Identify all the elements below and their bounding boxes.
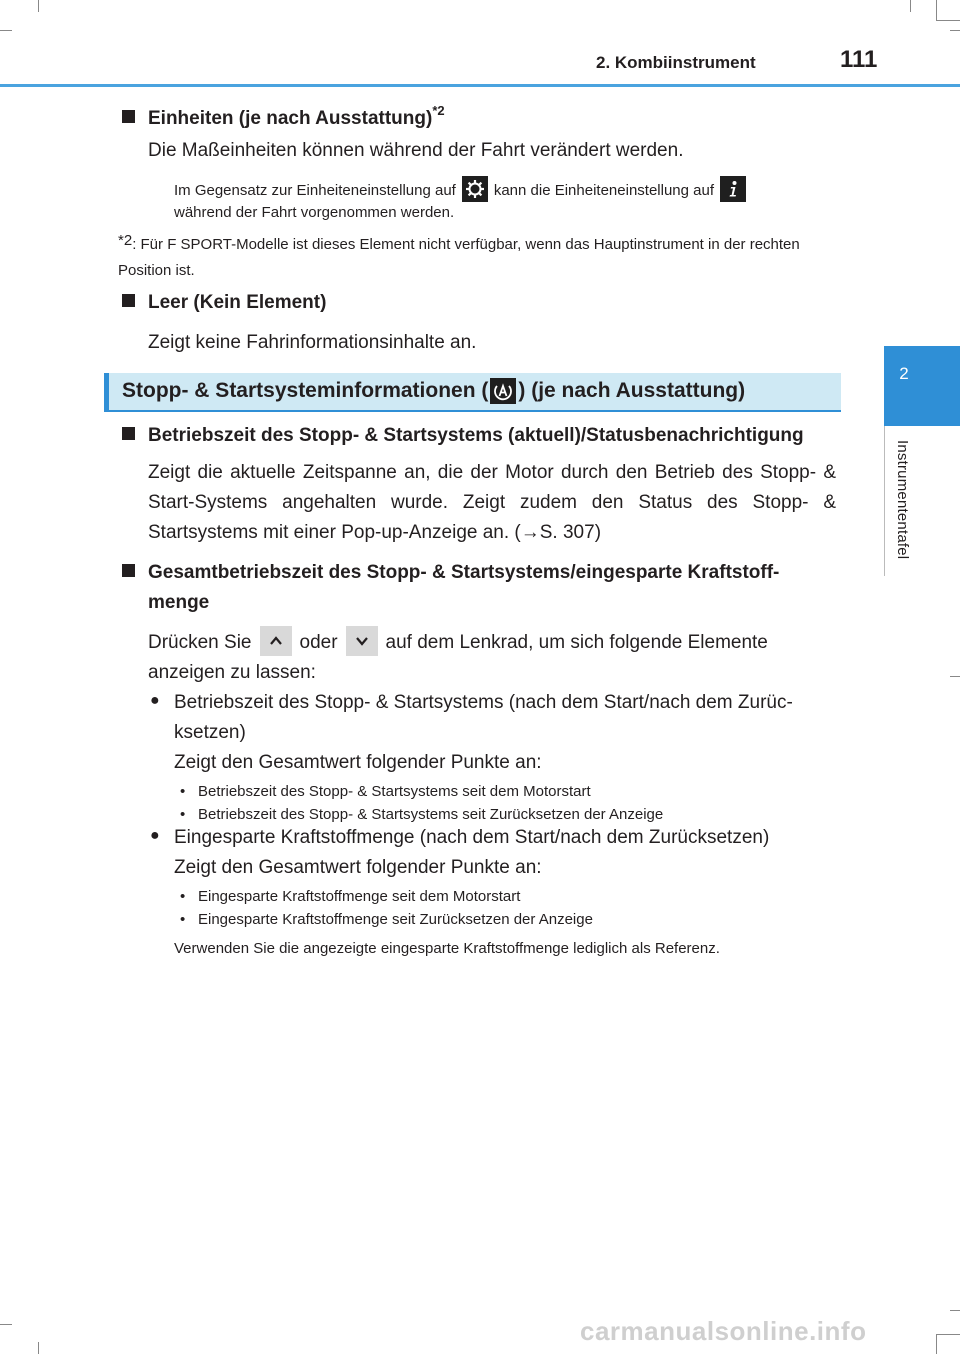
- press-instructions: Drücken Sie oder auf dem Lenkrad, um sich folgende Elemente anzeigen zu lassen:: [148, 626, 836, 688]
- chevron-down-key-icon: [346, 626, 378, 656]
- heading-runtime-current: Betriebszeit des Stopp- & Startsystems (aktuell)/Statusbenachrichtigung: [122, 423, 804, 449]
- heading-runtime-total: Gesamtbetriebszeit des Stopp- & Startsystems/eingesparte Kraftstoff-: [122, 560, 779, 586]
- square-bullet-icon: [122, 564, 135, 577]
- watermark: carmanualsonline.info: [580, 1316, 867, 1346]
- footnote: *2: Für F SPORT-Modelle ist dieses Element nicht verfügbar, wenn das Hauptinstrument in der rechten Position ist.: [118, 232, 800, 279]
- bullet-runtime-intro: Zeigt den Gesamtwert folgender Punkte an:: [174, 752, 542, 773]
- footnote-mark: *2: [118, 232, 133, 249]
- list-item: • Eingesparte Kraftstoffmenge seit dem Motorstart: [180, 888, 521, 905]
- list-item: • Eingesparte Kraftstoffmenge seit Zurücksetzen der Anzeige: [180, 911, 593, 928]
- section-header-accent: [104, 373, 109, 411]
- section-title: Stopp- & Startsysteminformationen ( ) (je nach Ausstattung): [122, 379, 746, 402]
- crop-mark: [950, 1310, 960, 1311]
- chapter-tab-rule: [884, 426, 885, 576]
- units-body: Die Maßeinheiten können während der Fahrt verändert werden.: [148, 140, 684, 161]
- square-bullet-icon: [122, 294, 135, 307]
- header-rule: [0, 84, 960, 87]
- section-header-underline: [104, 410, 841, 412]
- crop-mark: [950, 676, 960, 677]
- page-number: 111: [840, 46, 878, 73]
- bullet-fuel-title: Eingesparte Kraftstoffmenge (nach dem Start/nach dem Zurücksetzen): [174, 827, 770, 848]
- heading-units: Einheiten (je nach Ausstattung)$^{*2}$: [122, 98, 445, 132]
- units-note: Im Gegensatz zur Einheiteneinstellung auf kann die Einheiteneinstellung auf während der Fahrt vorgenommen werden.: [174, 176, 836, 223]
- crop-mark: [38, 0, 39, 12]
- runtime-body: Zeigt die aktuelle Zeitspanne an, die der Motor durch den Betrieb des Stopp- & Start-Systems angehalten wurde. Zeigt zudem den Status des Stopp- & Startsystems mit einer Pop-up-Anzeige an. (→S. 307): [148, 462, 836, 543]
- runtime-sub-list: [180, 780, 830, 826]
- running-header-chapter: 2. Kombiinstrument: [596, 53, 756, 72]
- fuel-note: Verwenden Sie die angezeigte eingesparte Kraftstoffmenge lediglich als Referenz.: [174, 940, 720, 957]
- crop-mark: [38, 1342, 39, 1354]
- crop-mark: [950, 30, 960, 31]
- crop-mark: [0, 30, 12, 31]
- crop-mark: [910, 0, 911, 12]
- crop-mark: [936, 0, 937, 20]
- square-bullet-icon: [122, 427, 135, 440]
- heading-runtime-total-cont: menge: [148, 592, 210, 613]
- crop-mark: [0, 1324, 12, 1325]
- list-item: • Betriebszeit des Stopp- & Startsystems seit dem Motorstart: [180, 783, 591, 800]
- crop-mark: [936, 1334, 937, 1354]
- info-icon: [720, 176, 746, 202]
- crop-mark: [936, 1334, 960, 1335]
- round-bullet-icon: ●: [150, 692, 160, 709]
- bullet-fuel-intro: Zeigt den Gesamtwert folgender Punkte an:: [174, 857, 542, 878]
- crop-mark: [936, 20, 960, 21]
- bullet-runtime-title: Betriebszeit des Stopp- & Startsystems (nach dem Start/nach dem Zurüc-ksetzen): [174, 692, 793, 743]
- chapter-tab: [884, 346, 960, 426]
- chevron-up-key-icon: [260, 626, 292, 656]
- footnote-reference: *2: [432, 103, 445, 118]
- heading-empty: Leer (Kein Element): [122, 290, 326, 316]
- round-bullet-icon: ●: [150, 827, 160, 844]
- chapter-tab-label: Instrumententafel: [894, 440, 911, 560]
- auto-start-stop-icon: [490, 378, 516, 404]
- empty-body: Zeigt keine Fahrinformationsinhalte an.: [148, 332, 477, 353]
- settings-gear-icon: [462, 176, 488, 202]
- list-item: • Betriebszeit des Stopp- & Startsystems seit Zurücksetzen der Anzeige: [180, 806, 664, 823]
- fuel-sub-list: [180, 885, 830, 931]
- chapter-tab-number: 2: [899, 364, 909, 383]
- square-bullet-icon: [122, 110, 135, 123]
